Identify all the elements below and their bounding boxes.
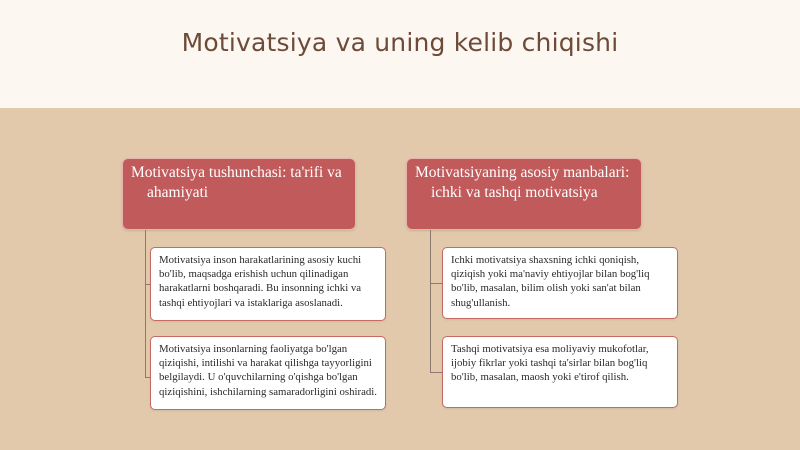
right-header-box (406, 158, 642, 230)
right-connector-vertical (430, 230, 431, 373)
left-header-line2: ahamiyati (147, 184, 209, 201)
right-connector-branch-2 (430, 372, 442, 373)
left-connector-vertical (145, 230, 146, 378)
right-card-1: Ichki motivatsiya shaxsning ichki qoniqish, qiziqish yoki ma'naviy ehtiyojlar bilan bog'liq bo'lib, masalan, bilim olish yoki san'at bilan shug'ullanish. (442, 247, 678, 319)
left-card-1: Motivatsiya inson harakatlarining asosiy kuchi bo'lib, maqsadga erishish uchun qilinadigan harakatlarni boshqaradi. Bu insonning ichki va tashqi ehtiyojlari va istaklariga asoslanadi. (150, 247, 386, 321)
right-card-2: Tashqi motivatsiya esa moliyaviy mukofotlar, ijobiy fikrlar yoki tashqi ta'sirlar bilan bog'liq bo'lib, masalan, maosh yoki e'tirof qilish. (442, 336, 678, 408)
slide-title: Motivatsiya va uning kelib chiqishi (181, 28, 619, 57)
left-card-2: Motivatsiya insonlarning faoliyatga bo'lgan qiziqishi, intilishi va harakat qilishga tayyorligini belgilaydi. U o'quvchilarning o'qishga bo'lgan qiziqishini, ishchilarning samaradorligini oshiradi. (150, 336, 386, 410)
left-header-line1: Motivatsiya tushunchasi: ta'rifi va (131, 164, 342, 181)
right-header-line1: Motivatsiyaning asosiy manbalari: (415, 164, 630, 181)
right-connector-branch-1 (430, 283, 442, 284)
left-header-box (122, 158, 356, 230)
right-header-line2: ichki va tashqi motivatsiya (431, 184, 598, 201)
